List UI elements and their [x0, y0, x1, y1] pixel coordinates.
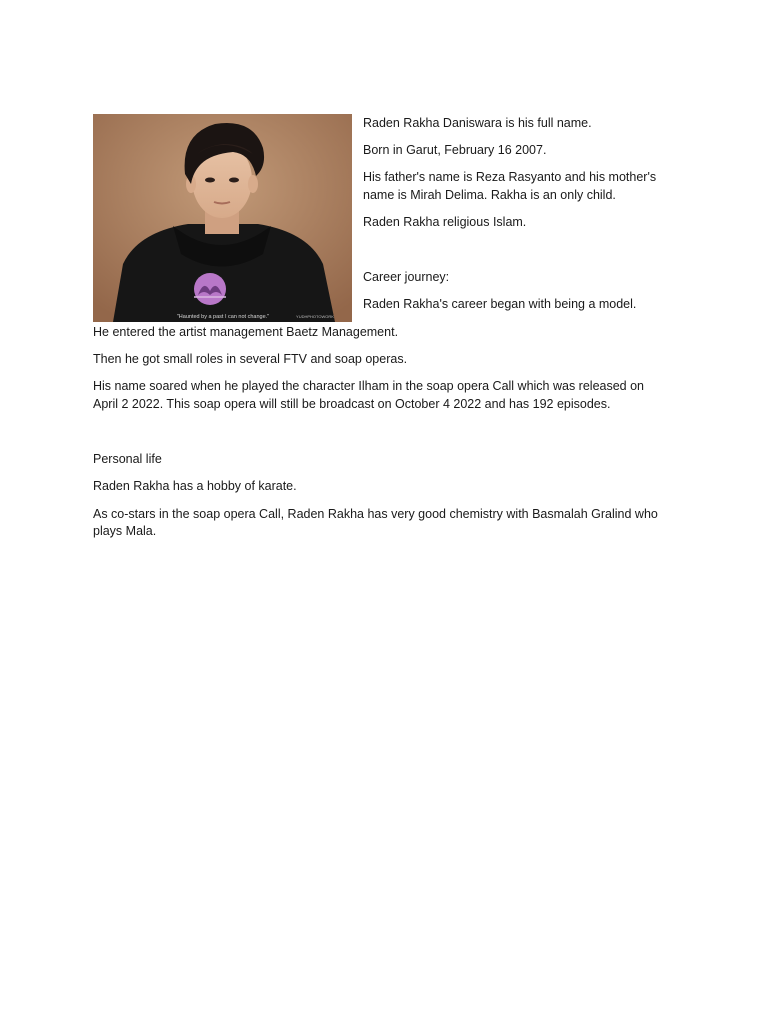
soared-text-line2: April 2 2022. This soap opera will still be broadcast on October 4 2022 and has 192 episodes.: [93, 397, 611, 411]
lotus-logo-icon: [194, 273, 226, 305]
career-heading: Career journey:: [363, 270, 450, 284]
shirt-tag-text: YUDHPHOTOWORK: [296, 314, 334, 319]
parents-text-line1: His father's name is Reza Rasyanto and his mother's: [363, 170, 657, 184]
portrait-photo: [93, 114, 352, 322]
costar-text-line1: As co-stars in the soap opera Call, Raden Rakha has very good chemistry with Basmalah Gralind who: [93, 507, 658, 521]
roles-text: Then he got small roles in several FTV and soap operas.: [93, 352, 408, 366]
religion-text: Raden Rakha religious Islam.: [363, 215, 527, 229]
personal-heading: Personal life: [93, 452, 162, 466]
hobby-text: Raden Rakha has a hobby of karate.: [93, 479, 297, 493]
portrait-illustration: [93, 114, 352, 322]
born-text: Born in Garut, February 16 2007.: [363, 143, 547, 157]
parents-text-line2: name is Mirah Delima. Rakha is an only child.: [363, 188, 616, 202]
career-began-text: Raden Rakha's career began with being a model.: [363, 297, 637, 311]
shirt-print-text: "Haunted by a past I can not change.": [176, 314, 270, 320]
management-text: He entered the artist management Baetz Management.: [93, 325, 399, 339]
full-name-text: Raden Rakha Daniswara is his full name.: [363, 116, 592, 130]
soared-text-line1: His name soared when he played the character Ilham in the soap opera Call which was released on: [93, 379, 645, 393]
costar-text-line2: plays Mala.: [93, 524, 157, 538]
